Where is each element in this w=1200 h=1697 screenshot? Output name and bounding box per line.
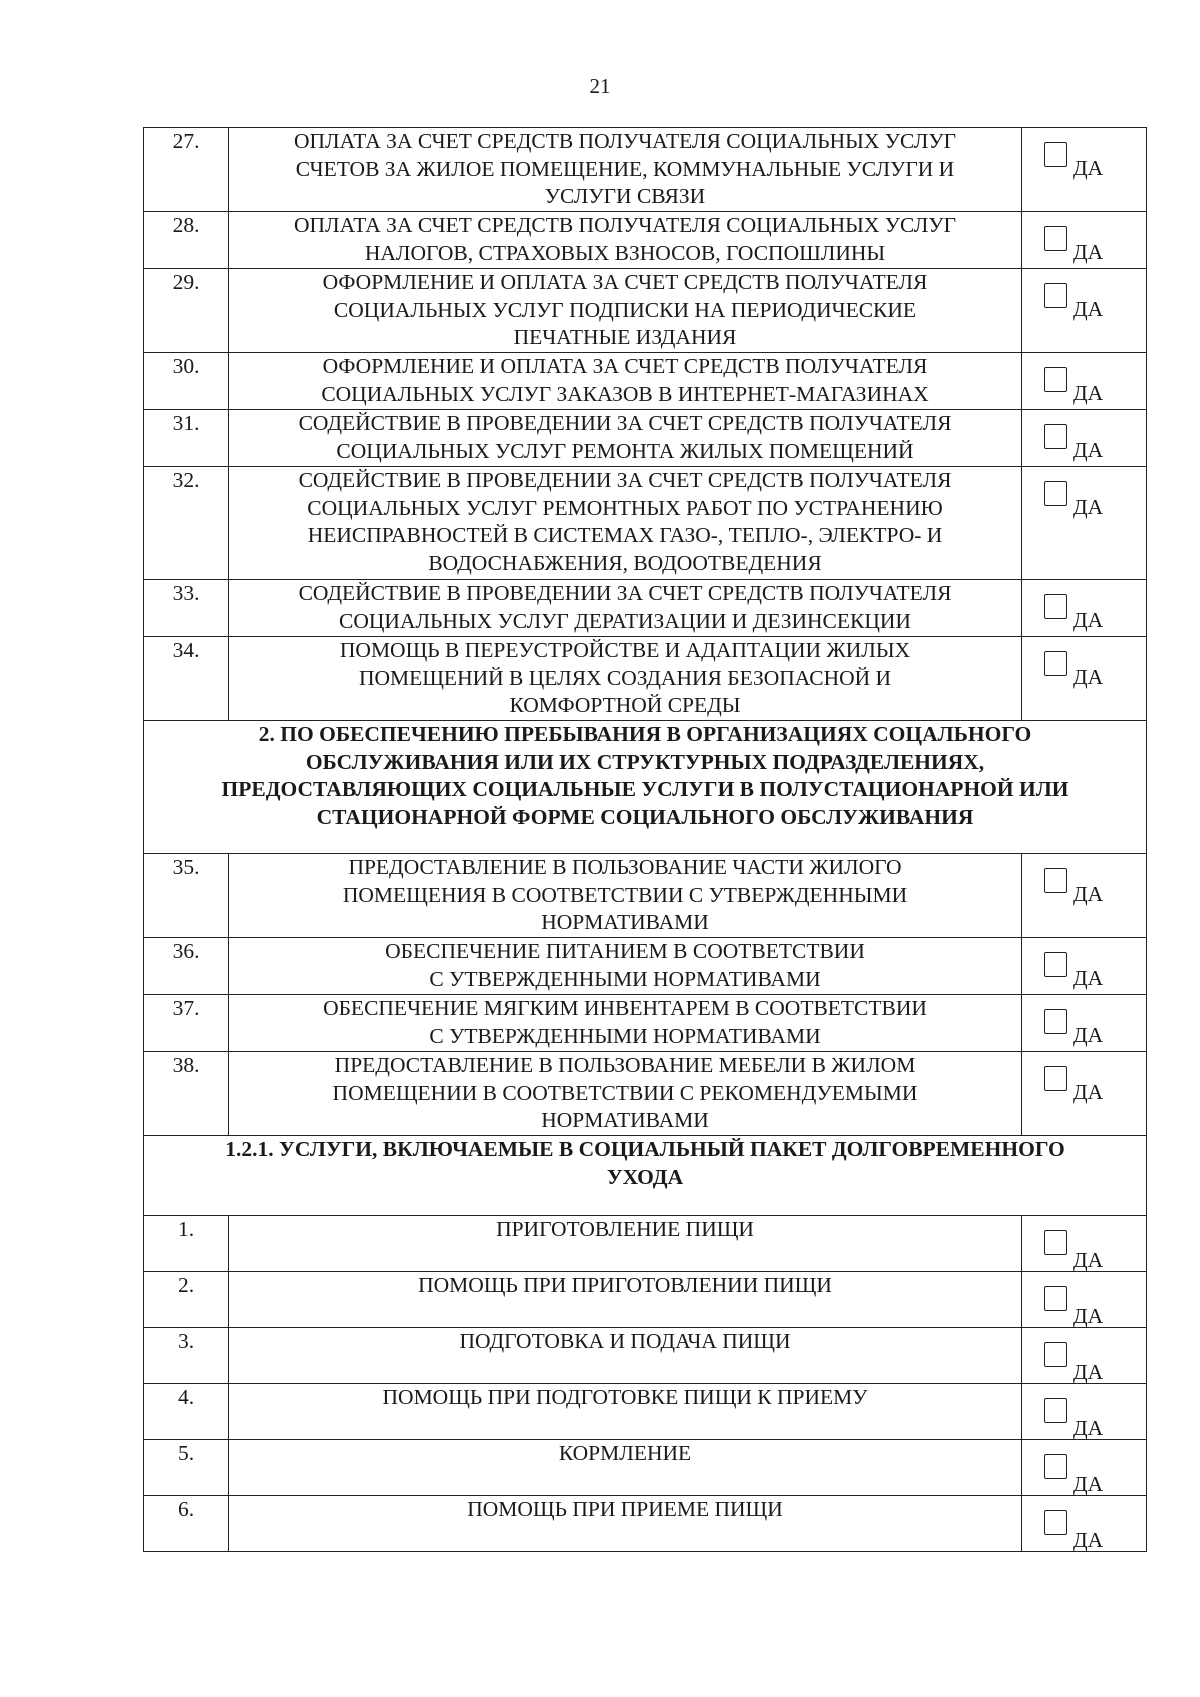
description-line: ПОМЕЩЕНИЯ В СООТВЕТСТВИИ С УТВЕРЖДЕННЫМИ [342,882,908,907]
description-line: С УТВЕРЖДЕННЫМИ НОРМАТИВАМИ [429,966,821,991]
yes-cell [1022,1384,1147,1440]
yes-checkbox[interactable] [1044,424,1067,449]
section-2-header-row [144,721,1147,854]
description-line: НОРМАТИВАМИ [541,910,709,934]
description-line: ПОМЕЩЕНИИ В СООТВЕТСТВИИ С РЕКОМЕНДУЕМЫМИ [332,1080,918,1105]
description-line: НАЛОГОВ, СТРАХОВЫХ ВЗНОСОВ, ГОСПОШЛИНЫ [364,240,886,265]
yes-checkbox[interactable] [1044,1230,1067,1255]
yes-cell [1022,637,1147,721]
service-description [229,580,1022,637]
yes-cell [1022,1328,1147,1384]
yes-checkbox[interactable] [1044,1454,1067,1479]
section-2-line: 2. ПО ОБЕСПЕЧЕНИЮ ПРЕБЫВАНИЯ В ОРГАНИЗАЦИЯХ СОЦАЛЬНОГО [258,722,1032,746]
yes-checkbox[interactable] [1044,1009,1067,1034]
description-line: СОЦИАЛЬНЫХ УСЛУГ ДЕРАТИЗАЦИИ И ДЕЗИНСЕКЦИИ [339,608,911,633]
row-number: 33. [144,580,229,637]
service-description [229,1384,1022,1440]
description-line: ПОМОЩЬ ПРИ ПРИЕМЕ ПИЩИ [467,1497,783,1521]
description-line: СОЦИАЛЬНЫХ УСЛУГ РЕМОНТНЫХ РАБОТ ПО УСТРАНЕНИЮ [307,495,943,520]
service-description [229,410,1022,467]
service-description [229,1216,1022,1272]
service-row [144,995,1147,1052]
yes-label: ДА [1073,1023,1104,1047]
service-description [229,1272,1022,1328]
row-number: 28. [144,212,229,269]
row-number: 4. [144,1384,229,1440]
description-line: НОРМАТИВАМИ [541,1108,709,1132]
yes-checkbox[interactable] [1044,226,1067,251]
description-line: СОЦИАЛЬНЫХ УСЛУГ РЕМОНТА ЖИЛЫХ ПОМЕЩЕНИЙ [336,438,914,463]
yes-cell [1022,1052,1147,1136]
row-number: 2. [144,1272,229,1328]
description-line: ПОМОЩЬ В ПЕРЕУСТРОЙСТВЕ И АДАПТАЦИИ ЖИЛЫХ [339,638,911,662]
yes-checkbox[interactable] [1044,868,1067,893]
service-row [144,580,1147,637]
yes-checkbox[interactable] [1044,952,1067,977]
yes-label: ДА [1073,1360,1104,1384]
description-line: ПРЕДОСТАВЛЕНИЕ В ПОЛЬЗОВАНИЕ ЧАСТИ ЖИЛОГО [348,855,902,879]
section-121-line: 1.2.1. УСЛУГИ, ВКЛЮЧАЕМЫЕ В СОЦИАЛЬНЫЙ ПАКЕТ ДОЛГОВРЕМЕННОГО [225,1137,1065,1161]
row-number: 29. [144,269,229,353]
yes-label: ДА [1073,381,1104,405]
service-description [229,637,1022,721]
service-description [229,854,1022,938]
yes-cell [1022,1440,1147,1496]
description-line: ОБЕСПЕЧЕНИЕ ПИТАНИЕМ В СООТВЕТСТВИИ [385,939,865,963]
service-description [229,212,1022,269]
service-description [229,938,1022,995]
service-row [144,1384,1147,1440]
description-line: ПЕЧАТНЫЕ ИЗДАНИЯ [513,325,737,349]
yes-cell [1022,854,1147,938]
yes-checkbox[interactable] [1044,283,1067,308]
description-line: ПОМОЩЬ ПРИ ПРИГОТОВЛЕНИИ ПИЩИ [418,1273,832,1297]
service-group-stay [144,854,1147,1136]
service-description [229,353,1022,410]
description-line: СОДЕЙСТВИЕ В ПРОВЕДЕНИИ ЗА СЧЕТ СРЕДСТВ ПОЛУЧАТЕЛЯ [298,581,952,605]
service-row [144,1496,1147,1552]
description-line: СЧЕТОВ ЗА ЖИЛОЕ ПОМЕЩЕНИЕ, КОММУНАЛЬНЫЕ УСЛУГИ И [295,156,955,181]
service-description [229,1328,1022,1384]
yes-cell [1022,995,1147,1052]
description-line: НЕИСПРАВНОСТЕЙ В СИСТЕМАХ ГАЗО-, ТЕПЛО-, ЭЛЕКТРО- И [307,523,943,547]
description-line: ОПЛАТА ЗА СЧЕТ СРЕДСТВ ПОЛУЧАТЕЛЯ СОЦИАЛЬНЫХ УСЛУГ [293,129,957,153]
yes-cell [1022,938,1147,995]
service-row [144,1216,1147,1272]
section-121-header-group [144,1136,1147,1216]
description-line: СОЦИАЛЬНЫХ УСЛУГ ЗАКАЗОВ В ИНТЕРНЕТ-МАГАЗИНАХ [321,381,929,406]
row-number: 1. [144,1216,229,1272]
service-row [144,212,1147,269]
description-line: ОФОРМЛЕНИЕ И ОПЛАТА ЗА СЧЕТ СРЕДСТВ ПОЛУЧАТЕЛЯ [322,354,928,378]
yes-checkbox[interactable] [1044,651,1067,676]
description-line: ОФОРМЛЕНИЕ И ОПЛАТА ЗА СЧЕТ СРЕДСТВ ПОЛУЧАТЕЛЯ [322,270,928,294]
service-description [229,1052,1022,1136]
yes-checkbox[interactable] [1044,594,1067,619]
description-line: СОДЕЙСТВИЕ В ПРОВЕДЕНИИ ЗА СЧЕТ СРЕДСТВ ПОЛУЧАТЕЛЯ [298,411,952,435]
service-row [144,353,1147,410]
row-number: 34. [144,637,229,721]
row-number: 31. [144,410,229,467]
service-description [229,1496,1022,1552]
service-description [229,128,1022,212]
yes-label: ДА [1073,495,1104,519]
service-group-long-term-care [144,1216,1147,1552]
row-number: 27. [144,128,229,212]
description-line: СОЦИАЛЬНЫХ УСЛУГ ПОДПИСКИ НА ПЕРИОДИЧЕСКИЕ [333,297,917,322]
service-row [144,1052,1147,1136]
service-row [144,467,1147,580]
section-121-line: УХОДА [606,1164,684,1189]
description-line: ПРЕДОСТАВЛЕНИЕ В ПОЛЬЗОВАНИЕ МЕБЕЛИ В ЖИЛОМ [334,1053,916,1077]
service-description [229,467,1022,580]
section-2-line: ОБСЛУЖИВАНИЯ ИЛИ ИХ СТРУКТУРНЫХ ПОДРАЗДЕЛЕНИЯХ, [305,749,985,774]
yes-label: ДА [1073,1248,1104,1272]
description-line: ПОМЕЩЕНИЙ В ЦЕЛЯХ СОЗДАНИЯ БЕЗОПАСНОЙ И [358,665,892,690]
yes-checkbox[interactable] [1044,481,1067,506]
yes-label: ДА [1073,966,1104,990]
service-row [144,269,1147,353]
yes-label: ДА [1073,1528,1104,1552]
yes-cell [1022,467,1147,580]
yes-checkbox[interactable] [1044,1510,1067,1535]
description-line: ПОДГОТОВКА И ПОДАЧА ПИЩИ [459,1329,791,1353]
yes-label: ДА [1073,1304,1104,1328]
service-row [144,1440,1147,1496]
yes-label: ДА [1073,1416,1104,1440]
section-121-header-row [144,1136,1147,1216]
row-number: 36. [144,938,229,995]
service-row [144,938,1147,995]
description-line: ОБЕСПЕЧЕНИЕ МЯГКИМ ИНВЕНТАРЕМ В СООТВЕТСТВИИ [323,996,927,1020]
description-line: ПОМОЩЬ ПРИ ПОДГОТОВКЕ ПИЩИ К ПРИЕМУ [382,1385,868,1409]
yes-cell [1022,1216,1147,1272]
service-row [144,637,1147,721]
section-2-line: ПРЕДОСТАВЛЯЮЩИХ СОЦИАЛЬНЫЕ УСЛУГИ В ПОЛУСТАЦИОНАРНОЙ ИЛИ [221,777,1069,801]
row-number: 35. [144,854,229,938]
row-number: 37. [144,995,229,1052]
description-line: КОМФОРТНОЙ СРЕДЫ [509,693,741,717]
yes-label: ДА [1073,438,1104,462]
description-line: СОДЕЙСТВИЕ В ПРОВЕДЕНИИ ЗА СЧЕТ СРЕДСТВ ПОЛУЧАТЕЛЯ [298,468,952,492]
yes-cell [1022,353,1147,410]
description-line: ПРИГОТОВЛЕНИЕ ПИЩИ [496,1217,754,1241]
service-description [229,995,1022,1052]
yes-cell [1022,410,1147,467]
yes-checkbox[interactable] [1044,1066,1067,1091]
row-number: 5. [144,1440,229,1496]
description-line: ВОДОСНАБЖЕНИЯ, ВОДООТВЕДЕНИЯ [428,550,822,575]
yes-cell [1022,212,1147,269]
yes-label: ДА [1073,608,1104,632]
yes-checkbox[interactable] [1044,142,1067,167]
service-row [144,1328,1147,1384]
page-number: 21 [589,74,611,98]
yes-checkbox[interactable] [1044,1398,1067,1423]
row-number: 30. [144,353,229,410]
yes-label: ДА [1073,240,1104,264]
row-number: 6. [144,1496,229,1552]
yes-cell [1022,269,1147,353]
service-description [229,1440,1022,1496]
section-2-heading [144,721,1147,854]
yes-cell [1022,580,1147,637]
service-row [144,410,1147,467]
yes-label: ДА [1073,665,1104,689]
yes-label: ДА [1073,1080,1104,1104]
yes-cell [1022,1496,1147,1552]
service-row [144,128,1147,212]
yes-label: ДА [1073,882,1104,906]
row-number: 32. [144,467,229,580]
yes-cell [1022,128,1147,212]
yes-checkbox[interactable] [1044,367,1067,392]
description-line: ОПЛАТА ЗА СЧЕТ СРЕДСТВ ПОЛУЧАТЕЛЯ СОЦИАЛЬНЫХ УСЛУГ [293,213,957,237]
service-row [144,1272,1147,1328]
section-2-header-group [144,721,1147,854]
yes-cell [1022,1272,1147,1328]
section-121-heading [144,1136,1147,1216]
description-line: УСЛУГИ СВЯЗИ [544,184,706,208]
yes-checkbox[interactable] [1044,1342,1067,1367]
service-group-household [144,128,1147,721]
yes-label: ДА [1073,1472,1104,1496]
section-2-line: СТАЦИОНАРНОЙ ФОРМЕ СОЦИАЛЬНОГО ОБСЛУЖИВАНИЯ [316,804,974,829]
yes-label: ДА [1073,156,1104,180]
row-number: 3. [144,1328,229,1384]
service-description [229,269,1022,353]
services-table [143,127,1147,1552]
service-row [144,854,1147,938]
yes-label: ДА [1073,297,1104,321]
description-line: С УТВЕРЖДЕННЫМИ НОРМАТИВАМИ [429,1023,821,1048]
row-number: 38. [144,1052,229,1136]
yes-checkbox[interactable] [1044,1286,1067,1311]
description-line: КОРМЛЕНИЕ [558,1441,692,1465]
